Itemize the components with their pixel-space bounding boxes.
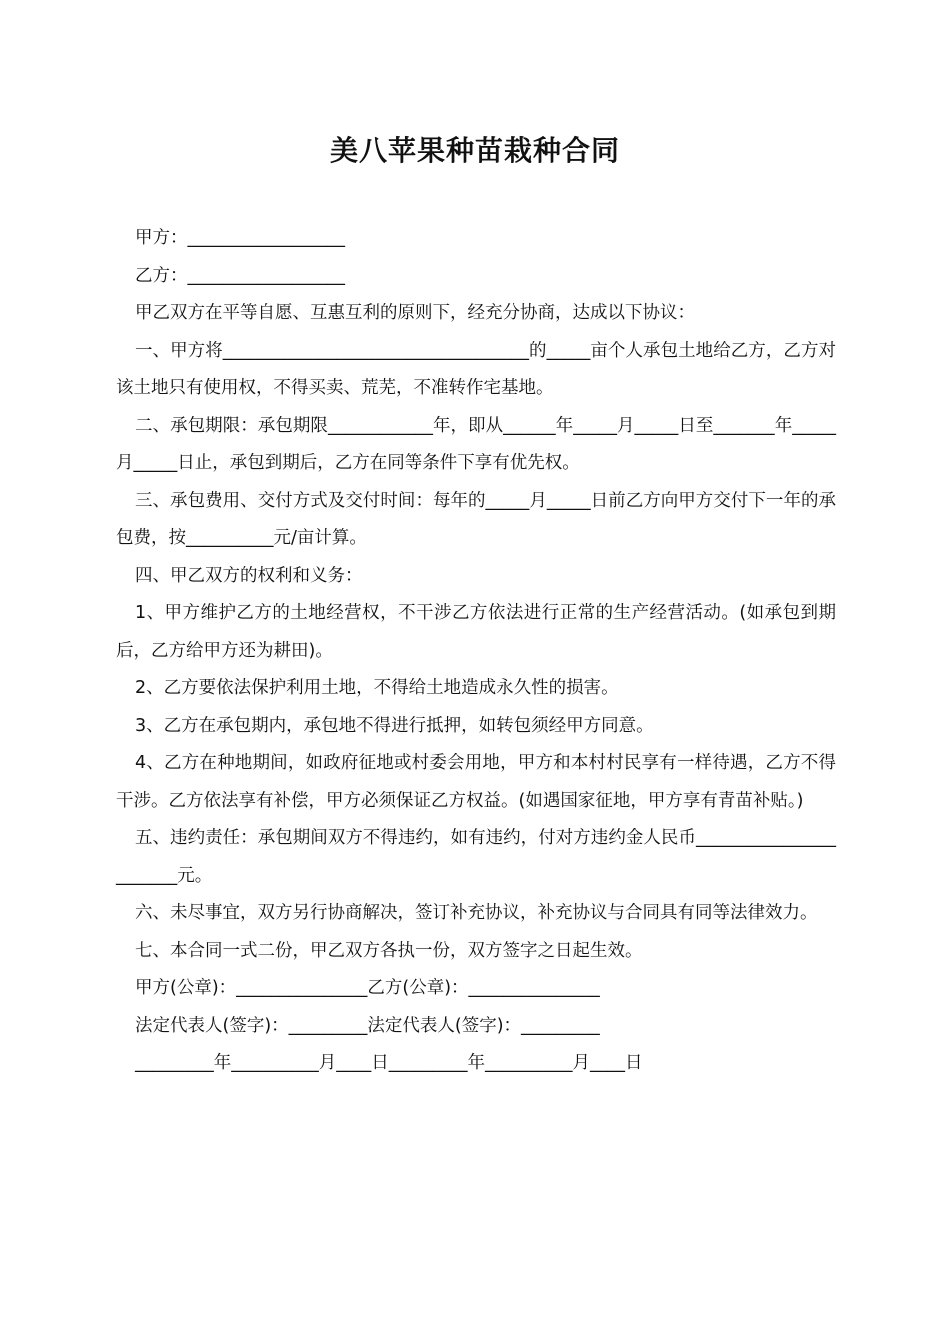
clause-7-paragraph: 七、本合同一式二份，甲乙双方各执一份，双方签字之日起生效。 xyxy=(135,940,643,961)
clause-2-paragraph: 二、承包期限：承包期限____________年，即从______年_____月_____日至_______年_____月_____日止，承包到期后，乙方在同等条件下享有优先权。 xyxy=(116,415,836,473)
clause-4-item-3: 3、乙方在承包期内，承包地不得进行抵押，如转包须经甲方同意。 xyxy=(135,715,654,736)
document-body xyxy=(116,220,836,1083)
clause-4-item-1: 1、甲方维护乙方的土地经营权，不干涉乙方依法进行正常的生产经营活动。(如承包到期后，乙方给甲方还为耕田)。 xyxy=(116,603,836,661)
party-a-line: 甲方：__________________ xyxy=(135,228,345,248)
document-title: 美八苹果种苗栽种合同 xyxy=(329,134,620,167)
party-b-line: 乙方：__________________ xyxy=(135,265,345,286)
seal-line: 甲方(公章)：_______________乙方(公章)：_______________ xyxy=(135,978,600,998)
clause-4-item-4: 4、乙方在种地期间，如政府征地或村委会用地，甲方和本村村民享有一样待遇，乙方不得干涉。乙方依法享有补偿，甲方必须保证乙方权益。(如遇国家征地，甲方享有青苗补贴。) xyxy=(116,753,836,811)
clause-5-paragraph: 五、违约责任：承包期间双方不得违约，如有违约，付对方违约金人民币_______________________元。 xyxy=(116,828,836,886)
clause-4-heading: 四、甲乙双方的权利和义务： xyxy=(135,565,363,586)
clause-4-item-2: 2、乙方要依法保护利用土地，不得给土地造成永久性的损害。 xyxy=(135,678,619,698)
date-line: _________年__________月____日_________年__________月____日 xyxy=(135,1053,643,1073)
clause-6-paragraph: 六、未尽事宜，双方另行协商解决，签订补充协议，补充协议与合同具有同等法律效力。 xyxy=(135,903,818,923)
representative-signature-line: 法定代表人(签字)：_________法定代表人(签字)：_________ xyxy=(135,1015,600,1036)
clause-1-paragraph: 一、甲方将___________________________________的_____亩个人承包土地给乙方，乙方对该土地只有使用权，不得买卖、荒芜，不准转作宅基地。 xyxy=(116,340,836,398)
preamble-paragraph: 甲乙双方在平等自愿、互惠互利的原则下，经充分协商，达成以下协议： xyxy=(135,303,695,323)
clause-3-paragraph: 三、承包费用、交付方式及交付时间：每年的_____月_____日前乙方向甲方交付下一年的承包费，按__________元/亩计算。 xyxy=(116,490,836,548)
